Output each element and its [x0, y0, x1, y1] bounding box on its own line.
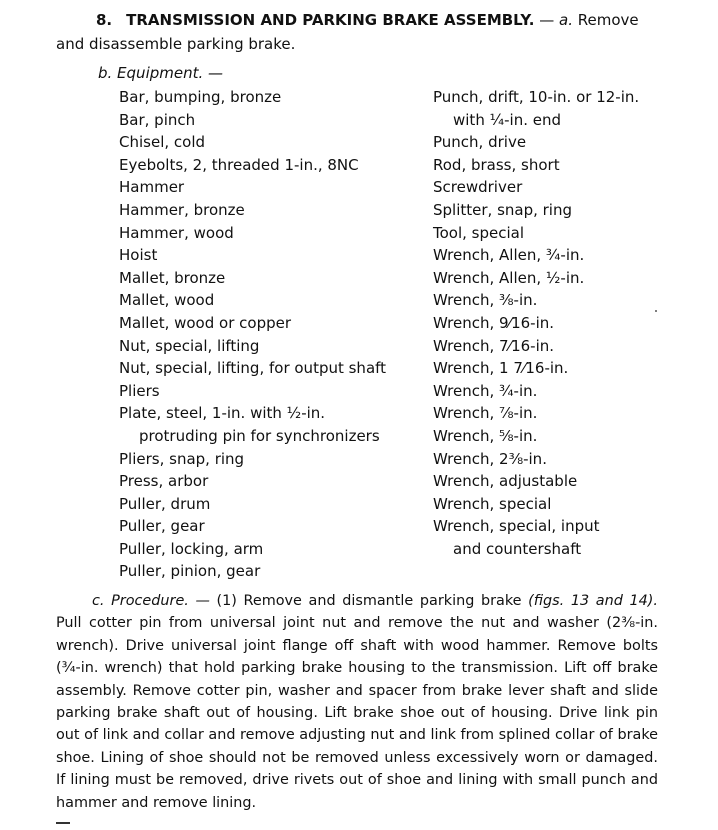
equipment-item: Hoist — [119, 246, 158, 265]
equipment-item: Puller, drum — [119, 494, 211, 513]
equipment-list-left — [119, 86, 386, 583]
equipment-item: Wrench, Allen, ½-in. — [433, 268, 585, 287]
equipment-heading: b. Equipment. — — [98, 64, 224, 82]
procedure-paragraph — [56, 590, 658, 814]
equipment-item: Wrench, Allen, ¾-in. — [433, 246, 585, 265]
equipment-item: Tool, special — [433, 223, 525, 242]
equipment-item: Press, arbor — [119, 472, 209, 491]
scan-speck — [655, 310, 657, 312]
equipment-item: Bar, pinch — [119, 110, 196, 129]
equipment-item: Pliers — [119, 381, 160, 400]
equipment-item: Mallet, wood — [119, 291, 215, 310]
equipment-item: Wrench, adjustable — [433, 472, 578, 491]
intro-text: Remove — [573, 11, 639, 29]
section-title: TRANSMISSION AND PARKING BRAKE ASSEMBLY. — [126, 11, 535, 29]
equipment-item: Plate, steel, 1-in. with ½-in. — [119, 404, 326, 423]
equipment-item: Wrench, ⅜-in. — [433, 291, 538, 310]
section-heading — [96, 9, 639, 32]
equipment-item: Wrench, special, input — [433, 517, 600, 536]
paragraph-label: a. — [559, 11, 573, 29]
heading-dash: — — [534, 11, 560, 29]
equipment-item: Puller, pinion, gear — [119, 562, 261, 581]
intro-continuation: and disassemble parking brake. — [56, 35, 296, 53]
equipment-item: Wrench, 7⁄16-in. — [433, 336, 555, 355]
equipment-item: Eyebolts, 2, threaded 1-in., 8NC — [119, 155, 359, 174]
equipment-item: Rod, brass, short — [433, 155, 560, 174]
equipment-item: Wrench, special — [433, 494, 552, 513]
procedure-text: (1) Remove and dismantle parking brake — [209, 593, 529, 609]
page-fragment-mark — [56, 822, 70, 824]
equipment-item: Wrench, ⅞-in. — [433, 404, 538, 423]
equipment-item: Bar, bumping, bronze — [119, 88, 282, 106]
equipment-item: Mallet, bronze — [119, 268, 226, 287]
procedure-heading: c. Procedure. — — [92, 593, 210, 609]
equipment-item: Mallet, wood or copper — [119, 313, 292, 332]
equipment-item: Chisel, cold — [119, 133, 206, 152]
equipment-item-continuation: protruding pin for synchronizers — [139, 426, 380, 445]
equipment-item: Wrench, 2⅜-in. — [433, 449, 547, 468]
equipment-item: Puller, locking, arm — [119, 539, 264, 558]
equipment-list-right — [433, 86, 639, 560]
equipment-item: Nut, special, lifting — [119, 336, 260, 355]
figure-reference: (figs. 13 and 14). — [528, 593, 658, 609]
procedure-text: Pull cotter pin from universal joint nut and remove the nut and washer (2⅜-in. wrench). Drive universal joint flange off shaft with wood hammer. Remove bolts (¾-in. wrench) that hold parking brake housing to the transmission. Lift off brake assembly. Remove cotter pin, washer and spacer from brake lever shaft and slide parking brake shaft out of housing. Lift brake shoe out of housing. Drive link pin out of link and collar and remove adjusting nut and link from splined collar of brake shoe. Lining of shoe should not be removed unless excessively worn or damaged. If lining must be removed, drive rivets out of shoe and lining with small punch and hammer and remove lining. — [56, 615, 658, 811]
equipment-item: Splitter, snap, ring — [433, 200, 573, 219]
equipment-item: Wrench, ⅝-in. — [433, 426, 538, 445]
section-number: 8. — [96, 11, 113, 29]
equipment-item: Wrench, 9⁄16-in. — [433, 313, 555, 332]
equipment-item: Screwdriver — [433, 178, 523, 197]
equipment-item: Hammer — [119, 178, 185, 197]
equipment-item: Wrench, ¾-in. — [433, 381, 538, 400]
equipment-item: Pliers, snap, ring — [119, 449, 245, 468]
equipment-item: Hammer, bronze — [119, 200, 245, 219]
equipment-item: Hammer, wood — [119, 223, 234, 242]
equipment-item: Wrench, 1 7⁄16-in. — [433, 359, 569, 378]
equipment-item-continuation: with ¼-in. end — [453, 110, 562, 129]
equipment-item: Punch, drive — [433, 133, 527, 152]
equipment-item: Puller, gear — [119, 517, 205, 536]
equipment-item: Punch, drift, 10-in. or 12-in. — [433, 88, 640, 106]
equipment-item: Nut, special, lifting, for output shaft — [119, 359, 387, 378]
equipment-item-continuation: and countershaft — [453, 539, 582, 558]
